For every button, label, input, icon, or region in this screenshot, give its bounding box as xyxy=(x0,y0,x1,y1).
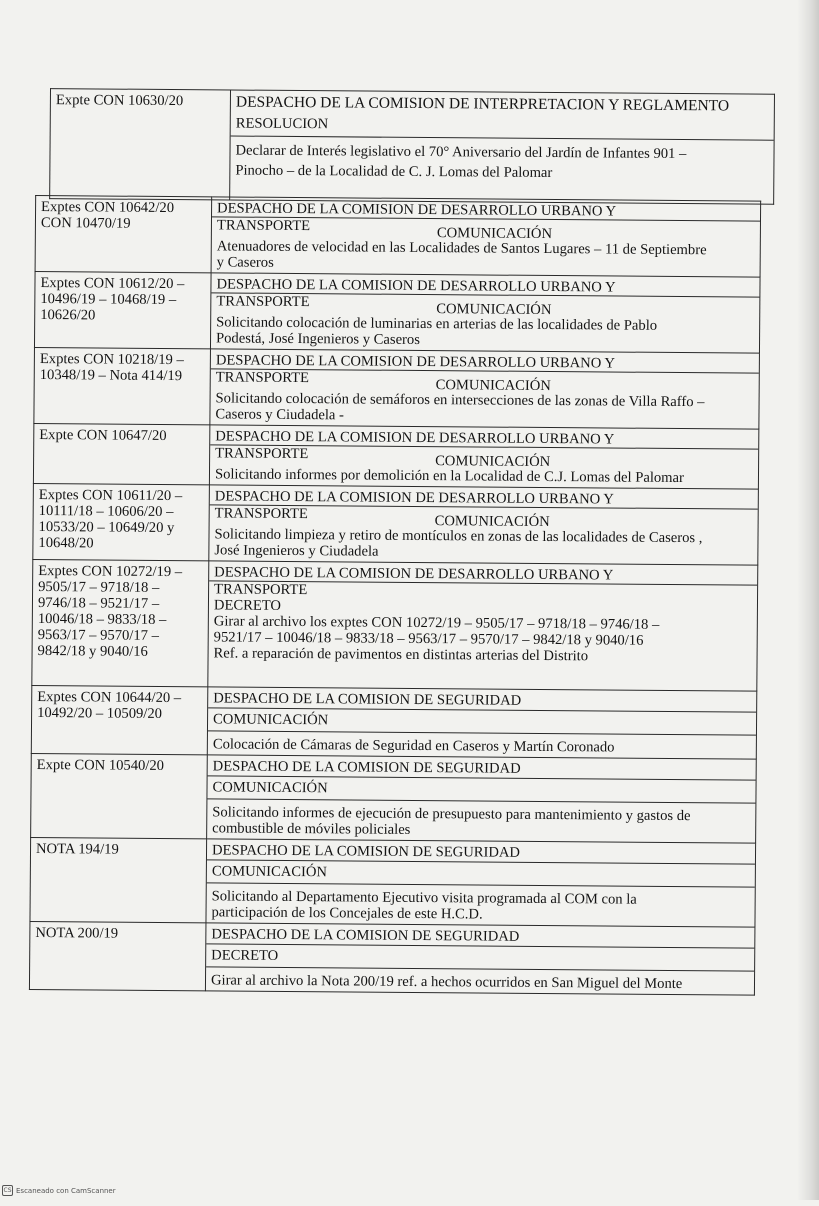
despacho-type: COMUNICACIÓN xyxy=(435,377,551,395)
despacho-subheading: TRANSPORTE xyxy=(215,445,309,463)
table-row xyxy=(35,195,761,277)
despacho-text: Pinocho – de la Localidad de C. J. Lomas del Palomar xyxy=(235,162,553,182)
expte-number: Expte CON 10647/20 xyxy=(39,427,167,445)
table-row xyxy=(31,753,757,843)
despacho-type: RESOLUCION xyxy=(235,115,329,133)
despacho-text: 9521/17 – 10046/18 – 9833/18 – 9563/17 – 9570/17 – 9842/18 y 9040/16 xyxy=(213,629,644,649)
despacho-text: Podestá, José Ingenieros y Caseros xyxy=(215,330,420,348)
despacho-text: Ref. a reparación de pavimentos en distintas arterias del Distrito xyxy=(213,645,589,665)
expte-number: Exptes CON 10611/20 – 10111/18 – 10606/20 – 10533/20 – 10649/20 y 10648/20 xyxy=(38,487,183,552)
row-divider xyxy=(206,966,754,971)
despacho-text: José Ingenieros y Ciudadela xyxy=(214,542,379,560)
despacho-text: Solicitando informes por demolición en la Localidad de C.J. Lomas del Palomar xyxy=(214,466,684,487)
expte-cell xyxy=(50,89,231,200)
despacho-subheading: TRANSPORTE xyxy=(214,505,308,523)
despacho-cell xyxy=(205,923,755,995)
expte-number: Exptes CON 10612/20 – 10496/19 – 10468/19 – 10626/20 xyxy=(40,275,185,324)
despacho-text: Atenuadores de velocidad en las Localidades de Santos Lugares – 11 de Septiembre xyxy=(216,238,707,259)
table-row xyxy=(34,271,760,353)
table-row xyxy=(30,837,756,927)
expte-number: NOTA 194/19 xyxy=(35,840,119,858)
table-row xyxy=(32,559,758,691)
expte-cell xyxy=(34,271,211,348)
expte-cell xyxy=(31,685,208,754)
despacho-subheading: TRANSPORTE xyxy=(216,293,310,311)
despacho-type: COMUNICACIÓN xyxy=(435,453,551,471)
expte-cell xyxy=(29,921,206,990)
despacho-text: Solicitando limpieza y retiro de montículos en zonas de las localidades de Caseros , xyxy=(214,526,703,547)
scanner-text: Escaneado con CamScanner xyxy=(16,1186,116,1195)
despacho-text: Solicitando informes de ejecución de presupuesto para mantenimiento y gastos de xyxy=(212,804,691,825)
despacho-heading: DESPACHO DE LA COMISION DE INTERPRETACION Y REGLAMENTO xyxy=(235,93,730,115)
despacho-cell xyxy=(230,90,775,204)
despacho-cell xyxy=(209,485,759,565)
despacho-type: COMUNICACIÓN xyxy=(211,863,328,881)
table-row xyxy=(33,423,758,489)
despacho-text: Solicitando colocación de semáforos en intersecciones de las zonas de Villa Raffo – xyxy=(215,390,705,411)
row-divider xyxy=(208,730,756,735)
despacho-text: y Caseros xyxy=(216,254,274,271)
table-row xyxy=(34,347,760,429)
despacho-heading: DESPACHO DE LA COMISION DE SEGURIDAD xyxy=(212,758,521,777)
despacho-type: COMUNICACIÓN xyxy=(436,225,553,243)
expte-cell xyxy=(35,195,212,272)
table-despachos xyxy=(29,195,761,996)
despacho-subheading: TRANSPORTE xyxy=(215,369,309,387)
despacho-type: COMUNICACIÓN xyxy=(436,301,552,319)
despacho-text: Girar al archivo la Nota 200/19 ref. a hechos ocurridos en San Miguel del Monte xyxy=(210,972,683,993)
expte-cell xyxy=(30,837,207,922)
table-resolucion xyxy=(49,88,775,205)
table-row xyxy=(29,921,755,995)
despacho-heading: DESPACHO DE LA COMISION DE DESARROLLO URBANO Y xyxy=(215,352,615,372)
despacho-cell xyxy=(210,349,760,429)
despacho-text: Girar al archivo los exptes CON 10272/19 – 9505/17 – 9718/18 – 9746/18 – xyxy=(213,613,660,633)
despacho-cell xyxy=(209,425,758,489)
despacho-text: combustible de móviles policiales xyxy=(212,820,411,838)
despacho-cell xyxy=(211,197,761,277)
despacho-text: Solicitando al Departamento Ejecutivo visita programada al COM con la xyxy=(211,888,637,908)
despacho-text: Colocación de Cámaras de Seguridad en Caseros y Martín Coronado xyxy=(212,736,615,756)
despacho-subheading: TRANSPORTE xyxy=(214,581,308,599)
despacho-heading: DESPACHO DE LA COMISION DE DESARROLLO URBANO Y xyxy=(215,428,615,448)
expte-number: Exptes CON 10642/20 CON 10470/19 xyxy=(40,199,175,232)
expte-number: Exptes CON 10272/19 – 9505/17 – 9718/18 – 9746/18 – 9521/17 – 10046/18 – 9833/18 – 9563/17 – 9570/17 – 9842/18 y 9040/16 xyxy=(37,563,183,660)
expte-number: Exptes CON 10644/20 – 10492/20 – 10509/20 xyxy=(37,688,182,722)
expte-number: Exptes CON 10218/19 – 10348/19 – Nota 414/19 xyxy=(39,351,184,385)
despacho-heading: DESPACHO DE LA COMISION DE DESARROLLO URBANO Y xyxy=(216,276,616,296)
camscanner-logo-icon: CS xyxy=(3,1187,12,1194)
despacho-cell xyxy=(206,839,756,927)
table-row xyxy=(33,483,759,565)
scanner-watermark xyxy=(2,1185,116,1196)
despacho-heading: DESPACHO DE LA COMISION DE SEGURIDAD xyxy=(211,842,521,861)
despacho-text: Solicitando colocación de luminarias en arterias de las localidades de Pablo xyxy=(216,314,658,334)
despacho-heading: DESPACHO DE LA COMISION DE SEGURIDAD xyxy=(211,926,520,945)
table-row xyxy=(31,685,757,759)
row-divider xyxy=(207,798,755,803)
despacho-cell xyxy=(207,687,757,759)
despacho-heading: DESPACHO DE LA COMISION DE SEGURIDAD xyxy=(213,690,522,709)
despacho-text: participación de los Concejales de este H.C.D. xyxy=(211,904,483,923)
despacho-text: Declarar de Interés legislativo el 70° Aniversario del Jardín de Infantes 901 – xyxy=(235,142,687,163)
expte-cell xyxy=(31,753,208,838)
despacho-subheading: TRANSPORTE xyxy=(216,217,311,235)
expte-cell xyxy=(34,347,211,424)
despacho-heading: DESPACHO DE LA COMISION DE DESARROLLO URBANO Y xyxy=(217,200,617,220)
expte-cell xyxy=(33,423,209,484)
row-divider xyxy=(231,135,774,140)
expte-cell xyxy=(32,559,209,686)
despacho-heading: DESPACHO DE LA COMISION DE DESARROLLO URBANO Y xyxy=(214,564,614,584)
despacho-type: COMUNICACIÓN xyxy=(434,513,550,531)
expte-cell xyxy=(33,483,210,560)
despacho-cell xyxy=(207,755,757,843)
despacho-heading: DESPACHO DE LA COMISION DE DESARROLLO URBANO Y xyxy=(214,488,614,508)
despacho-type: COMUNICACIÓN xyxy=(212,779,328,797)
despacho-type: DECRETO xyxy=(211,947,279,964)
despacho-text: Caseros y Ciudadela - xyxy=(215,406,345,424)
table-row xyxy=(50,89,775,205)
expte-number: Expte CON 10540/20 xyxy=(36,756,165,774)
expte-number: Expte CON 10630/20 xyxy=(55,92,184,110)
despacho-type: COMUNICACIÓN xyxy=(212,711,329,729)
despacho-cell xyxy=(210,273,760,353)
row-divider xyxy=(207,882,755,887)
expte-number: NOTA 200/19 xyxy=(35,924,119,942)
despacho-type: DECRETO xyxy=(213,597,282,614)
despacho-cell xyxy=(208,561,758,691)
